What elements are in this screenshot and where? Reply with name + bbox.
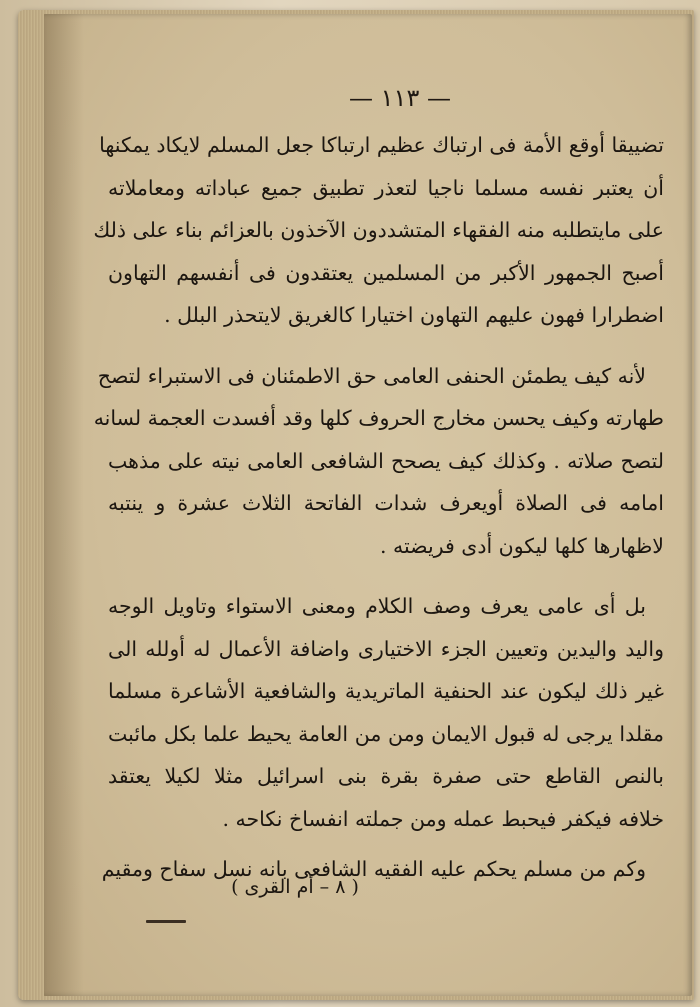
paragraph-2	[93, 355, 664, 568]
text-line: تضييقا أوقع الأمة فى ارتباك عظيم ارتباكا جعل المسلم لايكاد يمكنها	[99, 133, 664, 157]
catchword-dash	[146, 920, 186, 923]
text-line: على مايتطلبه منه الفقهاء المتشددون الآخذون بالعزائم بناء على ذلك	[93, 218, 664, 242]
body-text	[93, 124, 664, 891]
signature-mark: ( ٨ – أم القرى )	[231, 876, 359, 898]
gutter-shadow	[44, 14, 84, 996]
page-number: — ١١٣ —	[349, 84, 451, 112]
paragraph-1	[93, 124, 664, 337]
text-line: لتصح صلاته . وكذلك كيف يصحح الشافعى العامى نيته على مذهب	[108, 448, 664, 473]
text-line: لاظهارها كلها ليكون أدى فريضته .	[379, 533, 664, 558]
paragraph-4	[101, 848, 664, 891]
text-line: بالنص القاطع حتى صفرة بقرة بنى اسرائيل مثلا لكيلا يعتقد	[108, 764, 664, 788]
text-line: غير ذلك ليكون عند الحنفية الماتريدية والشافعية الأشاعرة مسلما	[108, 679, 664, 703]
text-line: وكم من مسلم يحكم عليه الفقيه الشافعى بانه نسل سفاح ومقيم	[101, 857, 646, 881]
paragraph-3	[108, 585, 664, 840]
text-line: أصبح الجمهور الأكبر من المسلمين يعتقدون فى أنفسهم التهاون	[108, 260, 664, 285]
text-line: اضطرارا فهون عليهم التهاون اختيارا كالغريق لايتحذر البلل .	[164, 303, 664, 327]
text-line: بل أى عامى يعرف وصف الكلام ومعنى الاستواء وتاويل الوجه	[108, 594, 646, 618]
text-line: مقلدا يرجى له قبول الايمان ومن من العامة يحيط علما بكل مائبت	[108, 721, 664, 746]
text-line: امامه فى الصلاة أويعرف شدات الفاتحة الثلاث عشرة و ينتبه	[108, 491, 664, 515]
text-line: خلافه فيكفر فيحبط عمله ومن جملته انفساخ نكاحه .	[222, 806, 664, 831]
text-line: أن يعتبر نفسه مسلما ناجيا لتعذر تطبيق جميع عباداته ومعاملاته	[108, 175, 664, 200]
text-line: لأنه كيف يطمئن الحنفى العامى حق الاطمئنان فى الاستبراء لتصح	[97, 363, 646, 388]
text-line: واليد واليدين وتعيين الجزء الاختيارى واضافة الأعمال له أولله الى	[108, 636, 664, 661]
text-line: طهارته وكيف يحسن مخارج الحروف كلها وقد أفسدت العجمة لسانه	[93, 406, 664, 430]
